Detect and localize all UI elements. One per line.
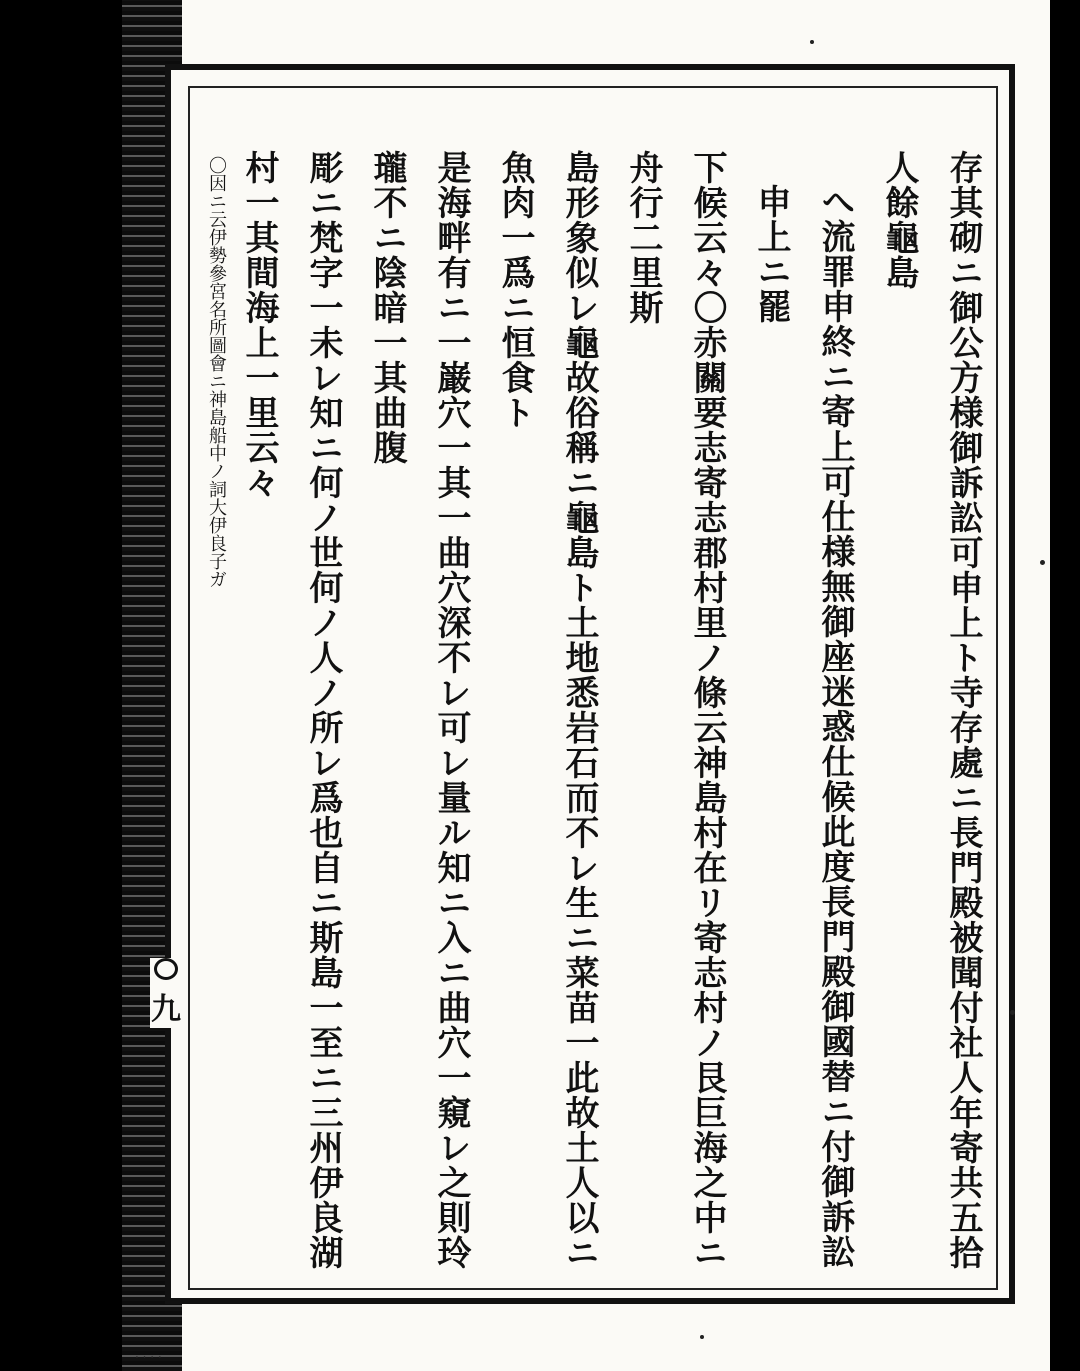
annotation-line: 〇因ニ云伊勢參宮名所圖會ニ神島船中ノ詞大伊良子ガ	[206, 156, 227, 588]
text-column: へ流罪申終ニ寄上可仕様無御座迷惑仕候此度長門殿御國替ニ付御訴訟申上ニ罷	[751, 184, 855, 1269]
scan-speck	[810, 40, 814, 44]
vertical-text-body	[205, 150, 995, 1280]
page-number-circle-icon	[154, 958, 178, 980]
scan-left-margin	[0, 0, 125, 1371]
text-column: 島形象似レ龜故俗稱ニ龜島ト土地悉岩石而不レ生ニ菜苗一此故土人以ニ魚肉一爲ニ恒食ト	[495, 150, 599, 1270]
text-column: 是海畔有ニ一巌穴一其一曲穴深不レ可レ量ル知ニ入ニ曲穴一窺レ之則玲瓏不ニ陰暗一其曲腹	[367, 150, 471, 1270]
scan-speck	[1040, 560, 1045, 565]
page-number	[150, 958, 182, 1028]
text-column: 彫ニ梵字一未レ知ニ何ノ世何ノ人ノ所レ爲也自ニ斯島一至ニ三州伊良湖村一其間海上一里云々	[239, 150, 343, 1270]
scan-speck	[700, 1335, 704, 1339]
scan-speck	[1010, 1010, 1015, 1015]
page-number-label: 九	[151, 992, 181, 1027]
scan-right-margin	[1050, 0, 1080, 1371]
text-column: 下候云々〇赤關要志寄志郡村里ノ條云神島村在リ寄志村ノ艮巨海之中ニ舟行二里斯	[623, 150, 727, 1270]
annotation-column	[205, 156, 227, 1280]
text-column: 存其砌ニ御公方様御訴訟可申上ト寺存處ニ長門殿被聞付社人年寄共五拾人餘龜島	[879, 150, 983, 1270]
scan-noise: · · · ·	[135, 1350, 162, 1364]
